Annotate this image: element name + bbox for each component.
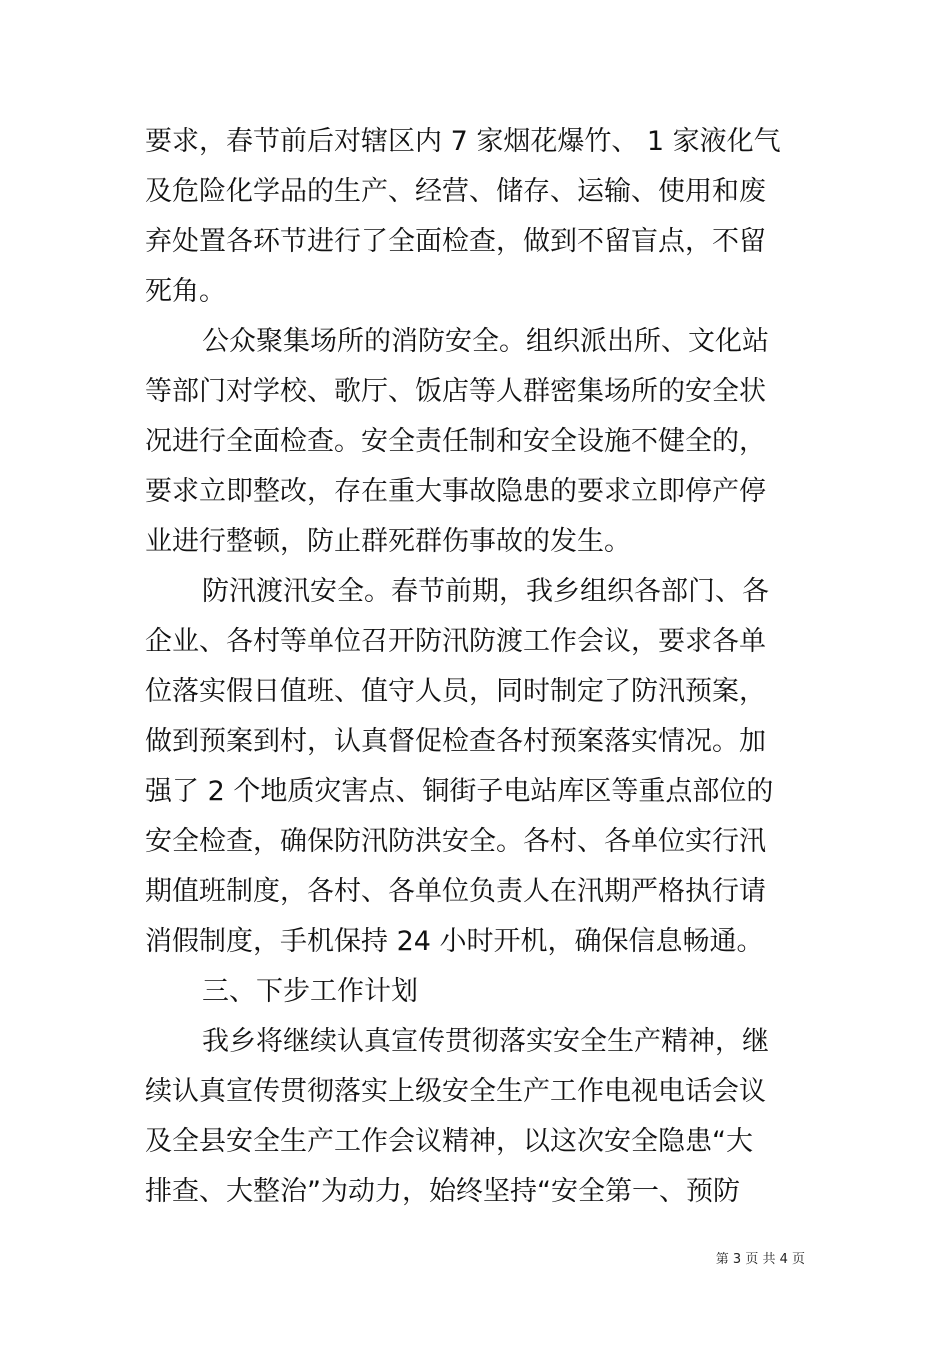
text-line: 期值班制度，各村、各单位负责人在汛期严格执行请 bbox=[145, 876, 766, 907]
text-line: 死角。 bbox=[145, 276, 226, 307]
text-line: 等部门对学校、歌厅、饭店等人群密集场所的安全状 bbox=[145, 376, 766, 407]
text-line: 要求立即整改，存在重大事故隐患的要求立即停产停 bbox=[145, 476, 766, 507]
text-line: 况进行全面检查。安全责任制和安全设施不健全的， bbox=[145, 426, 766, 457]
text-line: 续认真宣传贯彻落实上级安全生产工作电视电话会议 bbox=[145, 1076, 766, 1107]
paragraph-start-line: 公众聚集场所的消防安全。组织派出所、文化站 bbox=[202, 326, 769, 357]
text-line: 要求，春节前后对辖区内 7 家烟花爆竹、 1 家液化气 bbox=[145, 126, 781, 157]
text-line: 强了 2 个地质灾害点、铜街子电站库区等重点部位的 bbox=[145, 776, 774, 807]
paragraph-start-line: 防汛渡汛安全。春节前期，我乡组织各部门、各 bbox=[202, 576, 769, 607]
text-line: 及全县安全生产工作会议精神，以这次安全隐患“大 bbox=[145, 1126, 753, 1157]
text-line: 企业、各村等单位召开防汛防渡工作会议，要求各单 bbox=[145, 626, 766, 657]
section-heading: 三、下步工作计划 bbox=[202, 976, 418, 1007]
text-line: 弃处置各环节进行了全面检查，做到不留盲点，不留 bbox=[145, 226, 766, 257]
text-line: 做到预案到村，认真督促检查各村预案落实情况。加 bbox=[145, 726, 766, 757]
paragraph-start-line: 我乡将继续认真宣传贯彻落实安全生产精神，继 bbox=[202, 1026, 769, 1057]
text-line: 业进行整顿，防止群死群伤事故的发生。 bbox=[145, 526, 631, 557]
text-line: 排查、大整治”为动力，始终坚持“安全第一、预防 bbox=[145, 1176, 740, 1207]
body-text bbox=[145, 117, 810, 1217]
text-line: 及危险化学品的生产、经营、储存、运输、使用和废 bbox=[145, 176, 766, 207]
page-number-footer: 第 3 页 共 4 页 bbox=[715, 1252, 805, 1267]
text-line: 安全检查，确保防汛防洪安全。各村、各单位实行汛 bbox=[145, 826, 766, 857]
text-line: 消假制度，手机保持 24 小时开机，确保信息畅通。 bbox=[145, 926, 764, 957]
text-line: 位落实假日值班、值守人员，同时制定了防汛预案， bbox=[145, 676, 766, 707]
